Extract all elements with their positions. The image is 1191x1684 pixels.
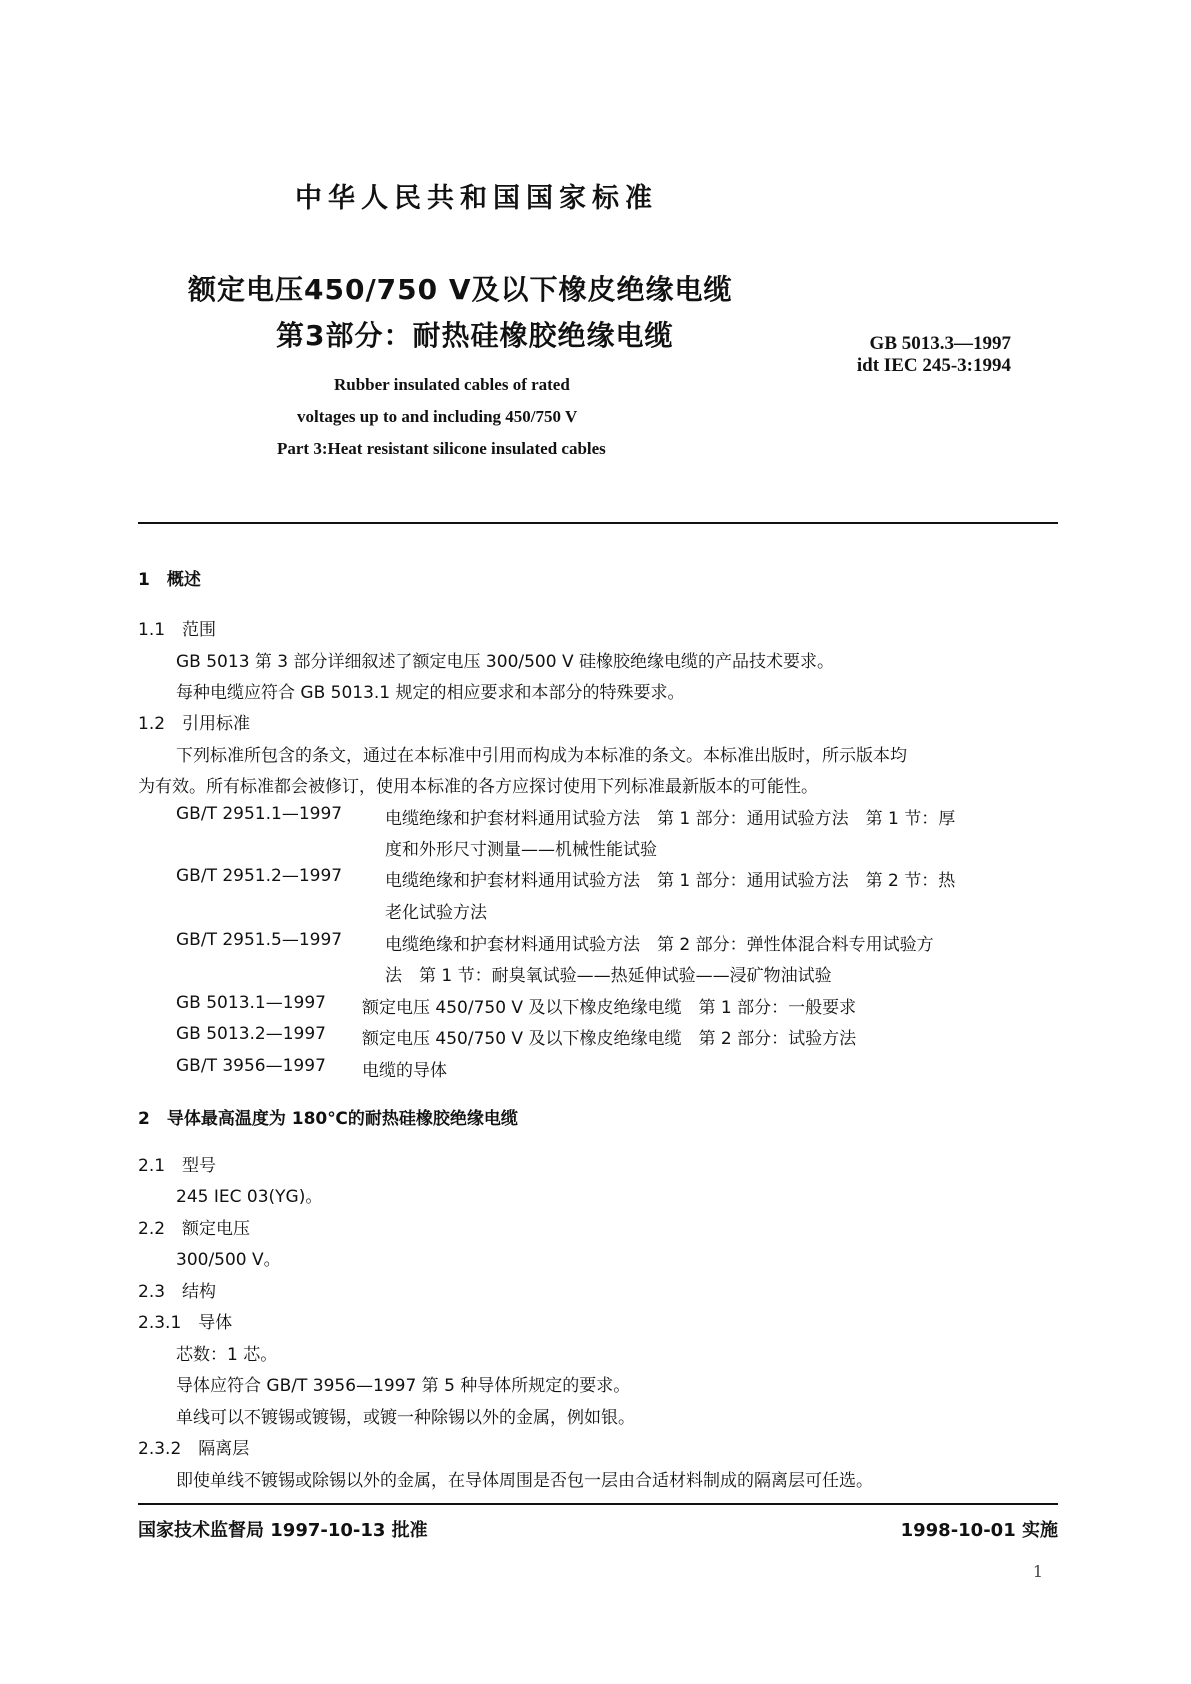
bottom-divider — [138, 1503, 1058, 1505]
reference-title-line1: 额定电压 450/750 V 及以下橡皮绝缘电缆 第 2 部分：试验方法 — [362, 1029, 857, 1049]
reference-title-line1: 电缆绝缘和护套材料通用试验方法 第 1 部分：通用试验方法 第 1 节：厚 — [385, 809, 956, 829]
reference-title-line2: 法 第 1 节：耐臭氧试验——热延伸试验——浸矿物油试验 — [385, 966, 832, 986]
reference-title-line1: 电缆的导体 — [362, 1061, 447, 1081]
section-1-heading: 1 概述 — [138, 570, 201, 590]
section-2-3-1-para1: 芯数：1 芯。 — [176, 1345, 278, 1365]
reference-title-line1: 电缆绝缘和护套材料通用试验方法 第 2 部分：弹性体混合料专用试验方 — [385, 935, 934, 955]
section-2-1-value: 245 IEC 03(YG)。 — [176, 1187, 323, 1207]
standard-code: GB 5013.3—1997 — [869, 333, 1011, 354]
title-en-line3: Part 3:Heat resistant silicone insulated cables — [277, 439, 606, 458]
section-2-3-1-para2: 导体应符合 GB/T 3956—1997 第 5 种导体所规定的要求。 — [176, 1376, 631, 1396]
section-2-2-heading: 2.2 额定电压 — [138, 1219, 251, 1239]
section-2-3-1-para3: 单线可以不镀锡或镀锡，或镀一种除锡以外的金属，例如银。 — [176, 1408, 635, 1428]
section-2-1-heading: 2.1 型号 — [138, 1156, 217, 1176]
section-1-1-heading: 1.1 范围 — [138, 620, 217, 640]
reference-code: GB 5013.2—1997 — [176, 1024, 326, 1044]
title-cn-line1: 额定电压450/750 V及以下橡皮绝缘电缆 — [188, 273, 733, 306]
title-cn-line2: 第3部分：耐热硅橡胶绝缘电缆 — [276, 319, 674, 352]
section-1-2-para-line2: 为有效。所有标准都会被修订，使用本标准的各方应探讨使用下列标准最新版本的可能性。 — [138, 777, 818, 797]
section-1-1-para2: 每种电缆应符合 GB 5013.1 规定的相应要求和本部分的特殊要求。 — [176, 683, 685, 703]
section-2-3-1-heading: 2.3.1 导体 — [138, 1313, 233, 1333]
implementation-line: 1998-10-01 实施 — [900, 1520, 1058, 1541]
section-2-3-heading: 2.3 结构 — [138, 1282, 217, 1302]
reference-code: GB/T 3956—1997 — [176, 1056, 326, 1076]
title-en-line1: Rubber insulated cables of rated — [334, 375, 570, 394]
reference-title-line1: 电缆绝缘和护套材料通用试验方法 第 1 部分：通用试验方法 第 2 节：热 — [385, 871, 956, 891]
section-2-2-value: 300/500 V。 — [176, 1250, 281, 1270]
section-1-2-para-line1: 下列标准所包含的条文，通过在本标准中引用而构成为本标准的条文。本标准出版时，所示版本均 — [176, 746, 907, 766]
section-1-1-para1: GB 5013 第 3 部分详细叙述了额定电压 300/500 V 硅橡胶绝缘电缆的产品技术要求。 — [176, 652, 834, 672]
page-number: 1 — [1032, 1562, 1043, 1581]
reference-code: GB/T 2951.2—1997 — [176, 866, 343, 886]
reference-title-line2: 老化试验方法 — [385, 903, 487, 923]
approval-line: 国家技术监督局 1997-10-13 批准 — [138, 1520, 428, 1541]
section-2-3-2-heading: 2.3.2 隔离层 — [138, 1439, 250, 1459]
top-divider — [138, 522, 1058, 524]
idt-code: idt IEC 245-3:1994 — [856, 355, 1011, 376]
reference-code: GB 5013.1—1997 — [176, 993, 326, 1013]
section-1-2-heading: 1.2 引用标准 — [138, 714, 251, 734]
reference-code: GB/T 2951.1—1997 — [176, 804, 343, 824]
reference-title-line1: 额定电压 450/750 V 及以下橡皮绝缘电缆 第 1 部分：一般要求 — [362, 998, 857, 1018]
national-standard-heading: 中华人民共和国国家标准 — [295, 183, 658, 214]
section-2-3-2-para1: 即使单线不镀锡或除锡以外的金属，在导体周围是否包一层由合适材料制成的隔离层可任选。 — [176, 1471, 873, 1491]
title-en-line2: voltages up to and including 450/750 V — [297, 407, 578, 426]
reference-title-line2: 度和外形尺寸测量——机械性能试验 — [385, 840, 657, 860]
section-2-heading: 2 导体最高温度为 180℃的耐热硅橡胶绝缘电缆 — [138, 1109, 518, 1129]
reference-code: GB/T 2951.5—1997 — [176, 930, 343, 950]
